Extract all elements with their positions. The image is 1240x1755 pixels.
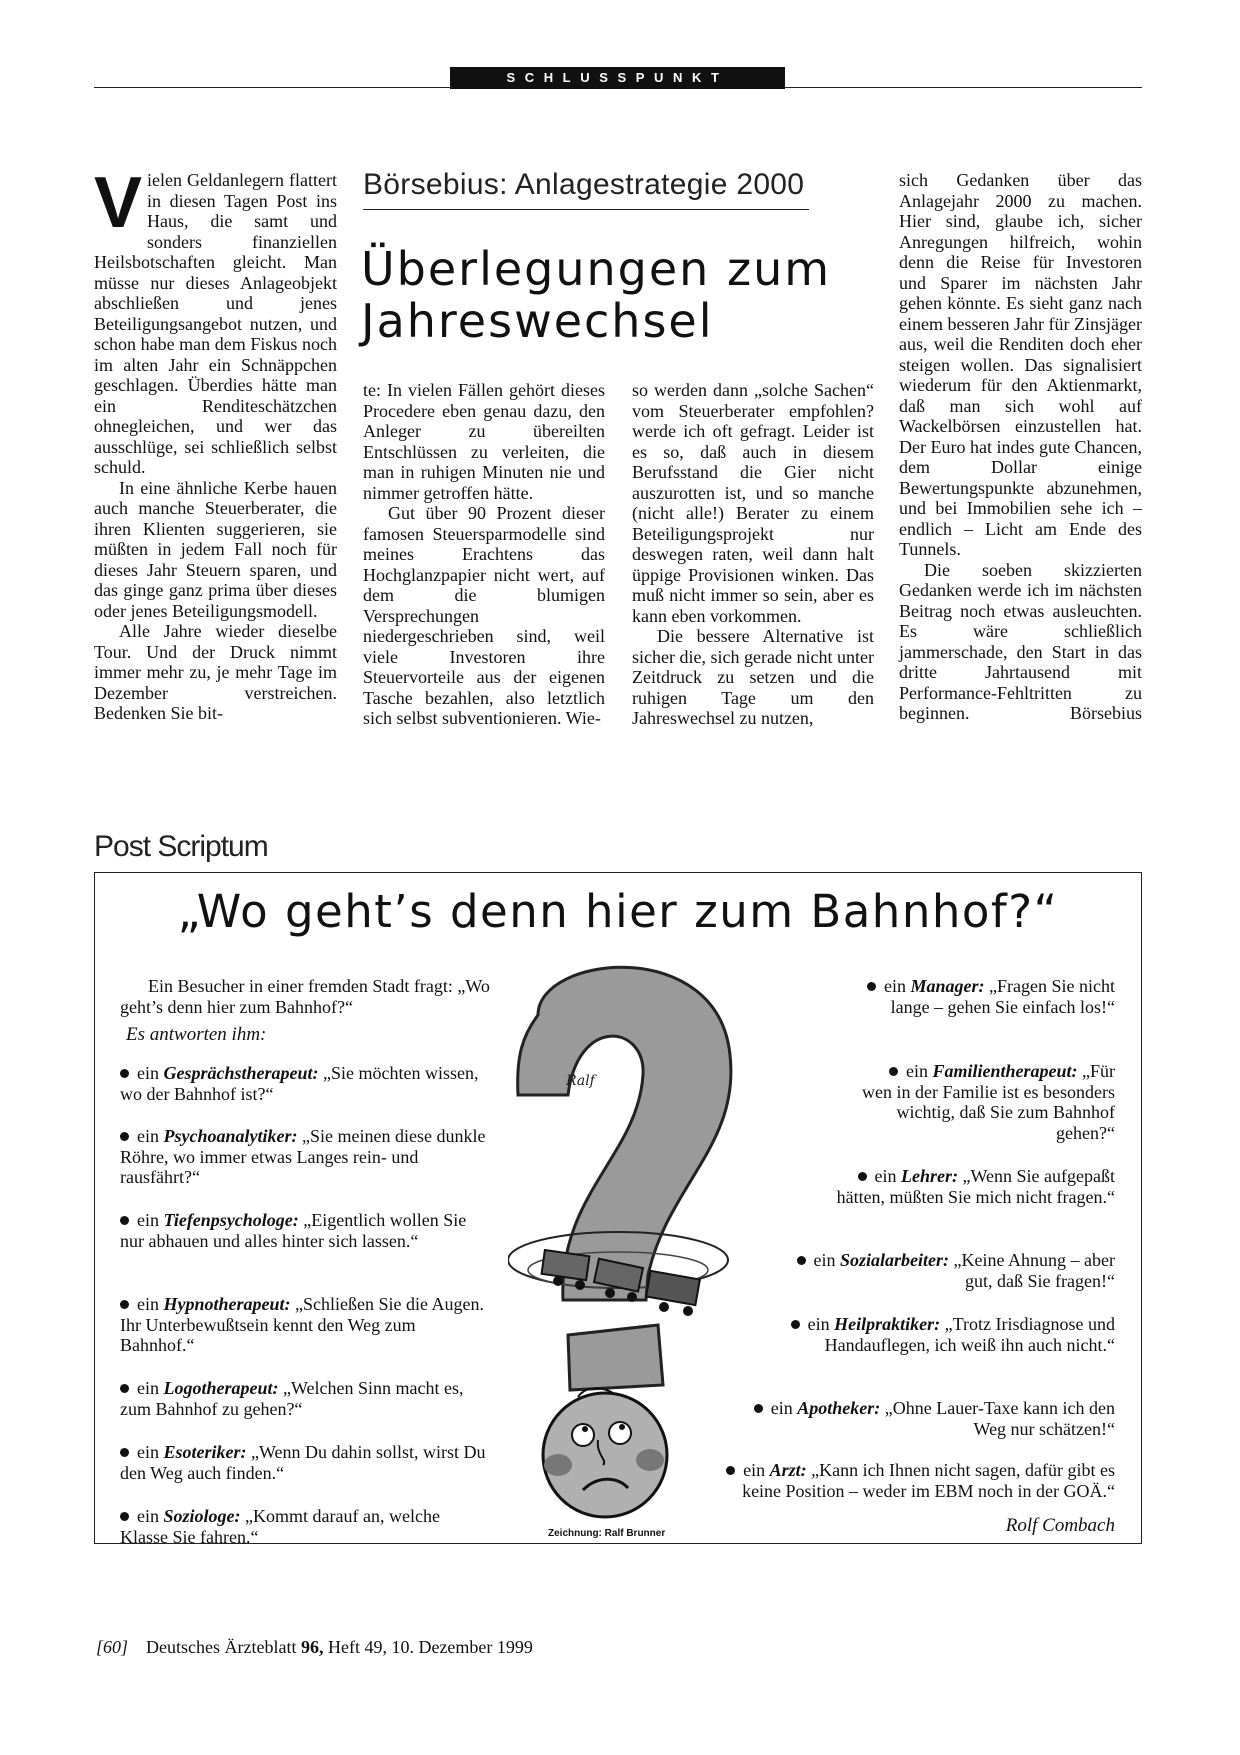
answer-quote: „Wenn Du dahin sollst, wirst Du den Weg auch finden.“ xyxy=(120,1442,486,1483)
answer-prefix: ein xyxy=(137,1378,159,1398)
answer-prefix: ein xyxy=(137,1294,159,1314)
answer-quote: „Für wen in der Familie ist es besonders wichtig, daß Sie zum Bahnhof gehen?“ xyxy=(862,1061,1115,1143)
answer-quote: „Trotz Irisdiagnose und Handauflegen, ich weiß ihn auch nicht.“ xyxy=(824,1314,1115,1355)
answer-quote: „Ohne Lauer-Taxe kann ich den Weg nur schätzen!“ xyxy=(884,1398,1115,1439)
answer-role: Familientherapeut: xyxy=(932,1061,1078,1081)
answer-item xyxy=(120,1210,490,1251)
postscriptum-title: „Wo geht’s denn hier zum Bahnhof?“ xyxy=(177,885,1059,938)
bullet-icon xyxy=(867,982,876,991)
bullet-icon xyxy=(754,1404,763,1413)
journal-name: Deutsches Ärzteblatt xyxy=(146,1637,297,1657)
answer-quote: „Sie meinen diese dunkle Röhre, wo immer etwas Langes rein- und rausfährt?“ xyxy=(120,1126,486,1187)
answer-role: Arzt: xyxy=(769,1460,807,1480)
paragraph: te: In vielen Fällen gehört dieses Procedere eben genau dazu, den Anleger zu übereilten Entschlüssen zu verleiten, die man in ruhigen Minuten nie und nimmer getroffen hätte. xyxy=(363,380,605,503)
answers-heading: Es antworten ihm: xyxy=(126,1024,267,1045)
answer-role: Hypnotherapeut: xyxy=(163,1294,291,1314)
answer-quote: „Wenn Sie aufgepaßt hätten, müßten Sie mich nicht fragen.“ xyxy=(836,1166,1115,1207)
answer-prefix: ein xyxy=(905,1061,928,1081)
bullet-icon xyxy=(120,1216,129,1225)
article-column-3 xyxy=(632,380,874,729)
bullet-icon xyxy=(120,1069,129,1078)
article-author: Börsebius xyxy=(1070,703,1142,723)
article-headline xyxy=(361,243,841,347)
question-mark-dot-icon xyxy=(568,1325,663,1390)
bullet-icon xyxy=(120,1384,129,1393)
answer-quote: „Fragen Sie nicht lange – gehen Sie einfach los!“ xyxy=(890,976,1115,1017)
answer-quote: „Schließen Sie die Augen. Ihr Unterbewußtsein kennt den Weg zum Bahnhof.“ xyxy=(120,1294,484,1355)
article-column-1 xyxy=(94,163,337,724)
answer-prefix: ein xyxy=(137,1126,159,1146)
journal-volume: 96, xyxy=(300,1637,324,1657)
paragraph: sich Gedanken über das Anlagejahr 2000 zu machen. Hier sind, glaube ich, sicher Anregungen hilfreich, wohin denn die Reise für Investoren und Sparer im nächsten Jahr gehen könnte. Es sieht ganz nach einem besseren Jahr für Zinsjäger aus, weil die Renditen doch eher steigen wollen. Das signalisiert wiederum für den Aktienmarkt, daß man sich wohl auf Wackelbörsen einzustellen hat. Der Euro hat indes gute Chancen, dem Dollar einige Bewertungspunkte abzunehmen, und bei Immobilien sehe ich – endlich – Licht am Ende des Tunnels. xyxy=(899,170,1142,559)
intro-text: Ein Besucher in einer fremden Stadt fragt: „Wo geht’s denn hier zum Bahnhof?“ xyxy=(120,976,490,1017)
page-footer xyxy=(96,1637,533,1658)
answer-prefix: ein xyxy=(874,1166,897,1186)
answer-item xyxy=(775,1314,1115,1355)
answer-item xyxy=(120,1506,490,1547)
answer-prefix: ein xyxy=(137,1442,159,1462)
answer-prefix: ein xyxy=(807,1314,830,1334)
illustration-caption: Zeichnung: Ralf Brunner xyxy=(548,1528,666,1539)
answer-prefix: ein xyxy=(137,1210,159,1230)
answer-item xyxy=(120,1294,490,1356)
question-mark-illustration xyxy=(508,945,748,1540)
answer-quote: „Welchen Sinn macht es, zum Bahnhof zu gehen?“ xyxy=(120,1378,464,1419)
answer-role: Logotherapeut: xyxy=(163,1378,279,1398)
postscriptum-intro xyxy=(120,976,505,1046)
bullet-icon xyxy=(858,1172,867,1181)
answer-item xyxy=(120,1378,490,1419)
answer-prefix: ein xyxy=(884,976,907,996)
paragraph: so werden dann „solche Sachen“ vom Steuerberater empfohlen? werde ich oft gefragt. Leider ist es so, daß auch in diesem Berufsstand die Gier nicht auszurotten ist, und so manche (nicht alle!) Berater zu einem Beteiligungsprojekt nur deswegen raten, weil dann halt üppige Provisionen winken. Das muß nicht immer so sein, aber es kann eben vorkommen. xyxy=(632,380,874,626)
answer-quote: „Kann ich Ihnen nicht sagen, dafür gibt es keine Position – weder im EBM noch in der GOÄ.“ xyxy=(742,1460,1115,1501)
bullet-icon xyxy=(797,1256,806,1265)
answer-role: Esoteriker: xyxy=(163,1442,247,1462)
answer-role: Psychoanalytiker: xyxy=(163,1126,298,1146)
article-kicker: Börsebius: Anlagestrategie 2000 xyxy=(363,168,805,201)
postscriptum-label: Post Scriptum xyxy=(94,830,268,863)
paragraph: Alle Jahre wieder dieselbe Tour. Und der Druck nimmt immer mehr zu, je mehr Tage im Dezember verstreichen. Bedenken Sie bit- xyxy=(94,621,337,723)
answer-item xyxy=(745,1398,1115,1439)
answer-item xyxy=(120,1442,490,1483)
answer-quote: „Kommt darauf an, welche Klasse Sie fahren.“ xyxy=(120,1506,440,1547)
paragraph: In eine ähnliche Kerbe hauen auch manche Steuerberater, die ihren Klienten suggerieren, sie müßten in jedem Fall noch für dieses Jahr Steuern sparen, und das ginge ganz prima über dieses oder jenes Beteiligungsmodell. xyxy=(94,477,337,621)
article-column-4 xyxy=(899,170,1142,724)
paragraph: ielen Geldanlegern flattert in diesen Tagen Post ins Haus, die samt und sonders finanziellen Heilsbotschaften gleicht. Man müsse nur dieses Anlageobjekt abschließen und jenes Beteiligungsangebot nutzen, und schon habe man dem Fiskus noch im alten Jahr ein Schnäppchen geschlagen. Überdies hätte man ein Renditeschätzchen ohnegleichen, und wer das ausschlüge, sei schließlich selbst schuld. xyxy=(94,170,337,477)
answer-role: Gesprächstherapeut: xyxy=(163,1063,319,1083)
paragraph: Die bessere Alternative ist sicher die, sich gerade nicht unter Zeitdruck zu setzen und die ruhigen Tage um den Jahreswechsel zu nutzen, xyxy=(632,626,874,728)
answer-role: Apotheker: xyxy=(797,1398,881,1418)
answer-prefix: ein xyxy=(770,1398,793,1418)
drop-cap: V xyxy=(94,163,143,243)
paragraph xyxy=(899,560,1142,724)
answer-item xyxy=(830,1166,1115,1207)
answer-prefix: ein xyxy=(137,1063,159,1083)
answer-role: Heilpraktiker: xyxy=(834,1314,941,1334)
bullet-icon xyxy=(889,1067,898,1076)
section-label: SCHLUSSPUNKT xyxy=(450,67,785,89)
answer-item xyxy=(785,1250,1115,1291)
answer-prefix: ein xyxy=(813,1250,836,1270)
answer-item xyxy=(710,1460,1115,1501)
bullet-icon xyxy=(791,1320,800,1329)
face-icon xyxy=(543,1388,667,1517)
answer-item xyxy=(860,976,1115,1017)
paragraph-text: Die soeben skizzierten Gedanken werde ich im nächsten Beitrag noch etwas ausleuchten. Es wäre schließlich jammerschade, den Start in das dritte Jahrtausend mit Performance-Fehltritten zu beginnen. xyxy=(899,559,1142,723)
answer-quote: „Keine Ahnung – aber gut, daß Sie fragen!“ xyxy=(953,1250,1115,1291)
bullet-icon xyxy=(120,1448,129,1457)
answer-prefix: ein xyxy=(743,1460,766,1480)
article-column-2 xyxy=(363,380,605,729)
answer-role: Manager: xyxy=(910,976,985,996)
bullet-icon xyxy=(120,1512,129,1521)
headline-line: Jahreswechsel xyxy=(361,294,714,348)
paragraph: Gut über 90 Prozent dieser famosen Steuersparmodelle sind meines Erachtens das Hochglanzpapier nicht wert, auf dem die blumigen Versprechungen niedergeschrieben sind, weil viele Investoren ihre Steuervorteile aus der eigenen Tasche bezahlen, also letztlich sich selbst subventionieren. Wie- xyxy=(363,503,605,728)
bullet-icon xyxy=(120,1300,129,1309)
answer-item xyxy=(860,1061,1115,1143)
bullet-icon xyxy=(120,1132,129,1141)
answer-role: Soziologe: xyxy=(163,1506,241,1526)
page-number: [60] xyxy=(96,1637,129,1657)
headline-line: Überlegungen zum xyxy=(361,242,832,296)
answer-role: Lehrer: xyxy=(901,1166,958,1186)
answer-item xyxy=(120,1063,490,1104)
drawing-signature: Ralf xyxy=(566,1073,595,1089)
answer-item xyxy=(120,1126,490,1188)
journal-issue: Heft 49, 10. Dezember 1999 xyxy=(327,1637,533,1657)
answer-role: Tiefenpsychologe: xyxy=(163,1210,299,1230)
answer-quote: „Sie möchten wissen, wo der Bahnhof ist?“ xyxy=(120,1063,479,1104)
postscriptum-author: Rolf Combach xyxy=(1005,1515,1115,1536)
kicker-rule xyxy=(363,209,809,210)
answer-quote: „Eigentlich wollen Sie nur abhauen und alles hinter sich lassen.“ xyxy=(120,1210,467,1251)
answer-prefix: ein xyxy=(137,1506,159,1526)
answer-role: Sozialarbeiter: xyxy=(840,1250,950,1270)
